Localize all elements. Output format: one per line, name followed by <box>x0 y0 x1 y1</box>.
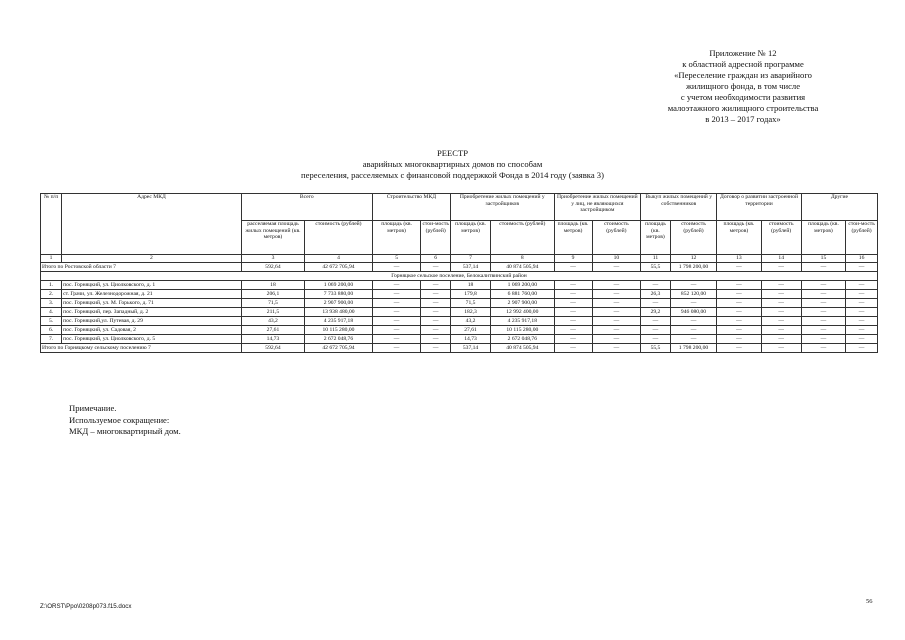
subtotal-cell: 42 672 705,94 <box>305 344 373 353</box>
total-cell: 1 798 200,00 <box>670 263 716 272</box>
column-number: 12 <box>670 255 716 263</box>
row-cell: 179,8 <box>450 290 490 299</box>
row-cell: 71,5 <box>450 299 490 308</box>
row-cell: — <box>761 317 801 326</box>
column-number: 5 <box>372 255 421 263</box>
sub-header: стои-мость (рублей) <box>421 221 451 255</box>
row-cell: — <box>846 299 878 308</box>
row-cell: 2 907 900,00 <box>305 299 373 308</box>
column-number: 15 <box>801 255 845 263</box>
row-address: пос. Горняцкий, ул. Садовая, 2 <box>62 326 242 335</box>
sub-header: площадь (кв. метров) <box>717 221 761 255</box>
row-cell: — <box>372 335 421 344</box>
col-header-dev-contract: Договор о развитии застроенной территории <box>717 194 802 221</box>
column-number: 3 <box>241 255 304 263</box>
sub-header: площадь (кв. метров) <box>372 221 421 255</box>
total-cell: — <box>554 263 592 272</box>
row-cell: — <box>641 299 671 308</box>
appendix-header <box>613 48 873 125</box>
row-cell: — <box>717 308 761 317</box>
sub-header: площадь (кв. метров) <box>801 221 845 255</box>
row-cell: 43,2 <box>450 317 490 326</box>
row-cell: 18 <box>241 281 304 290</box>
subtotal-cell: — <box>761 344 801 353</box>
row-cell: — <box>421 326 451 335</box>
col-header-total: Всего <box>241 194 372 221</box>
total-cell: 537,14 <box>450 263 490 272</box>
row-cell: — <box>592 281 641 290</box>
appendix-line: к областной адресной программе <box>682 59 804 69</box>
column-number: 7 <box>450 255 490 263</box>
sub-header: стои-мость (рублей) <box>846 221 878 255</box>
row-cell: — <box>717 326 761 335</box>
total-cell: 42 672 705,94 <box>305 263 373 272</box>
row-cell: — <box>761 308 801 317</box>
row-cell: 2 672 048,76 <box>491 335 554 344</box>
appendix-line: жилищного фонда, в том числе <box>685 81 801 91</box>
table-row <box>41 299 878 308</box>
table-row <box>41 335 878 344</box>
note-line-3: МКД – многоквартирный дом. <box>69 426 181 436</box>
subtotal-cell: — <box>801 344 845 353</box>
note-line-1: Примечание. <box>69 403 117 413</box>
subtotal-row <box>41 344 878 353</box>
subtotal-cell: — <box>717 344 761 353</box>
row-cell: — <box>421 335 451 344</box>
total-cell: — <box>846 263 878 272</box>
row-cell: — <box>846 326 878 335</box>
sub-header: площадь (кв. метров) <box>450 221 490 255</box>
col-header-acq-dev: Приобретение жилых помещений у застройщиков <box>450 194 554 221</box>
row-cell: — <box>554 281 592 290</box>
row-cell: — <box>641 326 671 335</box>
row-cell: — <box>670 326 716 335</box>
table-row <box>41 317 878 326</box>
subtotal-cell: — <box>846 344 878 353</box>
row-cell: — <box>761 335 801 344</box>
total-cell: — <box>421 263 451 272</box>
row-cell: — <box>372 281 421 290</box>
subtotal-cell: 1 798 200,00 <box>670 344 716 353</box>
appendix-line: малоэтажного жилищного строительства <box>667 103 819 113</box>
total-cell: 55,5 <box>641 263 671 272</box>
row-cell: — <box>421 290 451 299</box>
row-cell: 13 938 480,00 <box>305 308 373 317</box>
column-number: 9 <box>554 255 592 263</box>
column-number: 16 <box>846 255 878 263</box>
row-cell: — <box>801 299 845 308</box>
sub-header: расселяемая площадь жилых помещений (кв. метров) <box>241 221 304 255</box>
row-cell: — <box>372 317 421 326</box>
row-cell: — <box>641 317 671 326</box>
row-cell: — <box>670 335 716 344</box>
subtotal-cell: — <box>554 344 592 353</box>
row-cell: 4 235 917,18 <box>491 317 554 326</box>
row-number: 5. <box>41 317 62 326</box>
total-cell: — <box>592 263 641 272</box>
row-cell: 14,73 <box>450 335 490 344</box>
subtotal-cell: 55,5 <box>641 344 671 353</box>
row-cell: — <box>717 281 761 290</box>
row-cell: — <box>717 299 761 308</box>
row-cell: — <box>592 290 641 299</box>
row-cell: — <box>421 281 451 290</box>
row-address: пос. Горняцкий, ул. Циолковского, д. 1 <box>62 281 242 290</box>
column-number: 4 <box>305 255 373 263</box>
row-cell: — <box>372 308 421 317</box>
row-cell: 7 733 880,00 <box>305 290 373 299</box>
row-cell: 2 672 048,76 <box>305 335 373 344</box>
appendix-line: с учетом необходимости развития <box>680 92 806 102</box>
row-cell: 29,2 <box>641 308 671 317</box>
col-header-buyout: Выкуп жилых помещений у собственников <box>641 194 717 221</box>
column-number: 10 <box>592 255 641 263</box>
header-group-row <box>41 194 878 221</box>
column-number-row <box>41 255 878 263</box>
appendix-line: в 2013 – 2017 годах» <box>705 114 781 124</box>
column-number: 8 <box>491 255 554 263</box>
row-cell: — <box>554 299 592 308</box>
subtotal-cell: 592,64 <box>241 344 304 353</box>
row-cell: — <box>554 335 592 344</box>
sub-header: площадь (кв. метров) <box>554 221 592 255</box>
row-cell: — <box>670 299 716 308</box>
row-cell: — <box>801 308 845 317</box>
row-address: пос. Горняцкий, ул. Циолковского, д. 5 <box>62 335 242 344</box>
row-cell: — <box>801 290 845 299</box>
row-cell: — <box>372 326 421 335</box>
total-cell: — <box>717 263 761 272</box>
col-header-construction: Строительство МКД <box>372 194 450 221</box>
row-address: пос. Горняцкий, ул. М. Горького, д. 71 <box>62 299 242 308</box>
row-cell: — <box>717 290 761 299</box>
row-cell: 27,61 <box>450 326 490 335</box>
subtotal-cell: — <box>592 344 641 353</box>
total-label: Итого по Ростовской области 7 <box>41 263 242 272</box>
row-cell: — <box>592 335 641 344</box>
subtotal-cell: — <box>421 344 451 353</box>
row-cell: 1 069 200,00 <box>491 281 554 290</box>
column-number: 11 <box>641 255 671 263</box>
row-cell: — <box>801 335 845 344</box>
row-cell: — <box>592 308 641 317</box>
row-cell: — <box>846 281 878 290</box>
row-cell: — <box>421 308 451 317</box>
subtotal-cell: 537,14 <box>450 344 490 353</box>
appendix-line: «Переселение граждан из аварийного <box>674 70 812 80</box>
total-cell: — <box>372 263 421 272</box>
subtotal-cell: — <box>372 344 421 353</box>
total-cell: 592,64 <box>241 263 304 272</box>
row-cell: — <box>717 317 761 326</box>
column-number: 6 <box>421 255 451 263</box>
row-cell: 6 881 760,00 <box>491 290 554 299</box>
row-cell: 10 115 280,00 <box>491 326 554 335</box>
sub-header: стоимость (рублей) <box>491 221 554 255</box>
col-header-acq-nondev: Приобретение жилых помещений у лиц, не являющихся застройщиком <box>554 194 641 221</box>
row-cell: — <box>554 317 592 326</box>
row-cell: — <box>372 290 421 299</box>
row-cell: 182,3 <box>450 308 490 317</box>
sub-header: стоимость (рублей) <box>761 221 801 255</box>
row-cell: — <box>592 326 641 335</box>
row-number: 6. <box>41 326 62 335</box>
col-header-address: Адрес МКД <box>62 194 242 255</box>
row-cell: 12 992 400,00 <box>491 308 554 317</box>
row-cell: 852 120,00 <box>670 290 716 299</box>
registry-rows <box>41 281 878 344</box>
row-cell: — <box>761 326 801 335</box>
appendix-line: Приложение № 12 <box>709 48 777 58</box>
page-number: 56 <box>866 598 873 605</box>
row-cell: — <box>641 335 671 344</box>
row-cell: — <box>801 326 845 335</box>
row-number: 3. <box>41 299 62 308</box>
district-row <box>41 272 878 281</box>
row-cell: 946 080,00 <box>670 308 716 317</box>
row-cell: — <box>761 299 801 308</box>
row-number: 7. <box>41 335 62 344</box>
table-row <box>41 308 878 317</box>
row-cell: — <box>846 317 878 326</box>
title-line-2: аварийных многоквартирных домов по способам <box>362 159 543 169</box>
row-address: пос. Горняцкий, пер. Западный, д. 2 <box>62 308 242 317</box>
total-cell: — <box>761 263 801 272</box>
total-cell: 40 874 505,94 <box>491 263 554 272</box>
row-number: 2. <box>41 290 62 299</box>
row-cell: — <box>372 299 421 308</box>
row-cell: — <box>670 281 716 290</box>
row-cell: — <box>846 290 878 299</box>
row-cell: — <box>641 281 671 290</box>
table-row <box>41 281 878 290</box>
row-number: 4. <box>41 308 62 317</box>
row-address: пос. Горняцкий,ул. Путевая, д. 29 <box>62 317 242 326</box>
sub-header: стоимость (рублей) <box>670 221 716 255</box>
sub-header: стоимость (рублей) <box>592 221 641 255</box>
row-cell: 206,1 <box>241 290 304 299</box>
row-cell: — <box>761 281 801 290</box>
document-title <box>0 148 905 181</box>
row-cell: — <box>846 308 878 317</box>
title-line-1: РЕЕСТР <box>436 148 469 158</box>
row-cell: — <box>554 290 592 299</box>
column-number: 2 <box>62 255 242 263</box>
row-cell: — <box>801 317 845 326</box>
row-cell: — <box>761 290 801 299</box>
col-header-other: Другие <box>801 194 877 221</box>
row-cell: — <box>801 281 845 290</box>
registry-table <box>40 193 878 353</box>
row-cell: 27,61 <box>241 326 304 335</box>
row-cell: 2 907 900,00 <box>491 299 554 308</box>
row-cell: 26,3 <box>641 290 671 299</box>
row-number: 1. <box>41 281 62 290</box>
column-number: 13 <box>717 255 761 263</box>
table-row <box>41 326 878 335</box>
row-cell: — <box>421 317 451 326</box>
table-row <box>41 290 878 299</box>
row-cell: 1 069 200,00 <box>305 281 373 290</box>
row-address: ст. Грачи, ул. Железнодорожная, д. 21 <box>62 290 242 299</box>
total-cell: — <box>801 263 845 272</box>
subtotal-cell: 40 874 505,94 <box>491 344 554 353</box>
row-cell: — <box>670 317 716 326</box>
row-cell: 43,2 <box>241 317 304 326</box>
row-cell: 10 115 280,00 <box>305 326 373 335</box>
row-cell: — <box>554 326 592 335</box>
col-header-num: № п/п <box>41 194 62 255</box>
row-cell: 4 235 917,18 <box>305 317 373 326</box>
title-line-3: переселения, расселяемых с финансовой поддержкой Фонда в 2014 году (заявка 3) <box>301 170 604 180</box>
note-block <box>69 403 181 438</box>
subtotal-label: Итого по Горняцкому сельскому поселению 7 <box>41 344 242 353</box>
row-cell: — <box>554 308 592 317</box>
district-name: Горняцкое сельское поселение, Белокалитвинский район <box>41 272 878 281</box>
footer-file-path: Z:\ORST\Ppo\0208p073.f15.docx <box>40 603 132 610</box>
row-cell: 14,73 <box>241 335 304 344</box>
row-cell: — <box>592 317 641 326</box>
column-number: 1 <box>41 255 62 263</box>
row-cell: — <box>592 299 641 308</box>
column-number: 14 <box>761 255 801 263</box>
row-cell: 71,5 <box>241 299 304 308</box>
sub-header: площадь (кв. метров) <box>641 221 671 255</box>
row-cell: — <box>846 335 878 344</box>
row-cell: 18 <box>450 281 490 290</box>
note-line-2: Используемое сокращение: <box>69 414 170 425</box>
row-cell: — <box>717 335 761 344</box>
sub-header: стоимость (рублей) <box>305 221 373 255</box>
total-row <box>41 263 878 272</box>
row-cell: 211,5 <box>241 308 304 317</box>
row-cell: — <box>421 299 451 308</box>
